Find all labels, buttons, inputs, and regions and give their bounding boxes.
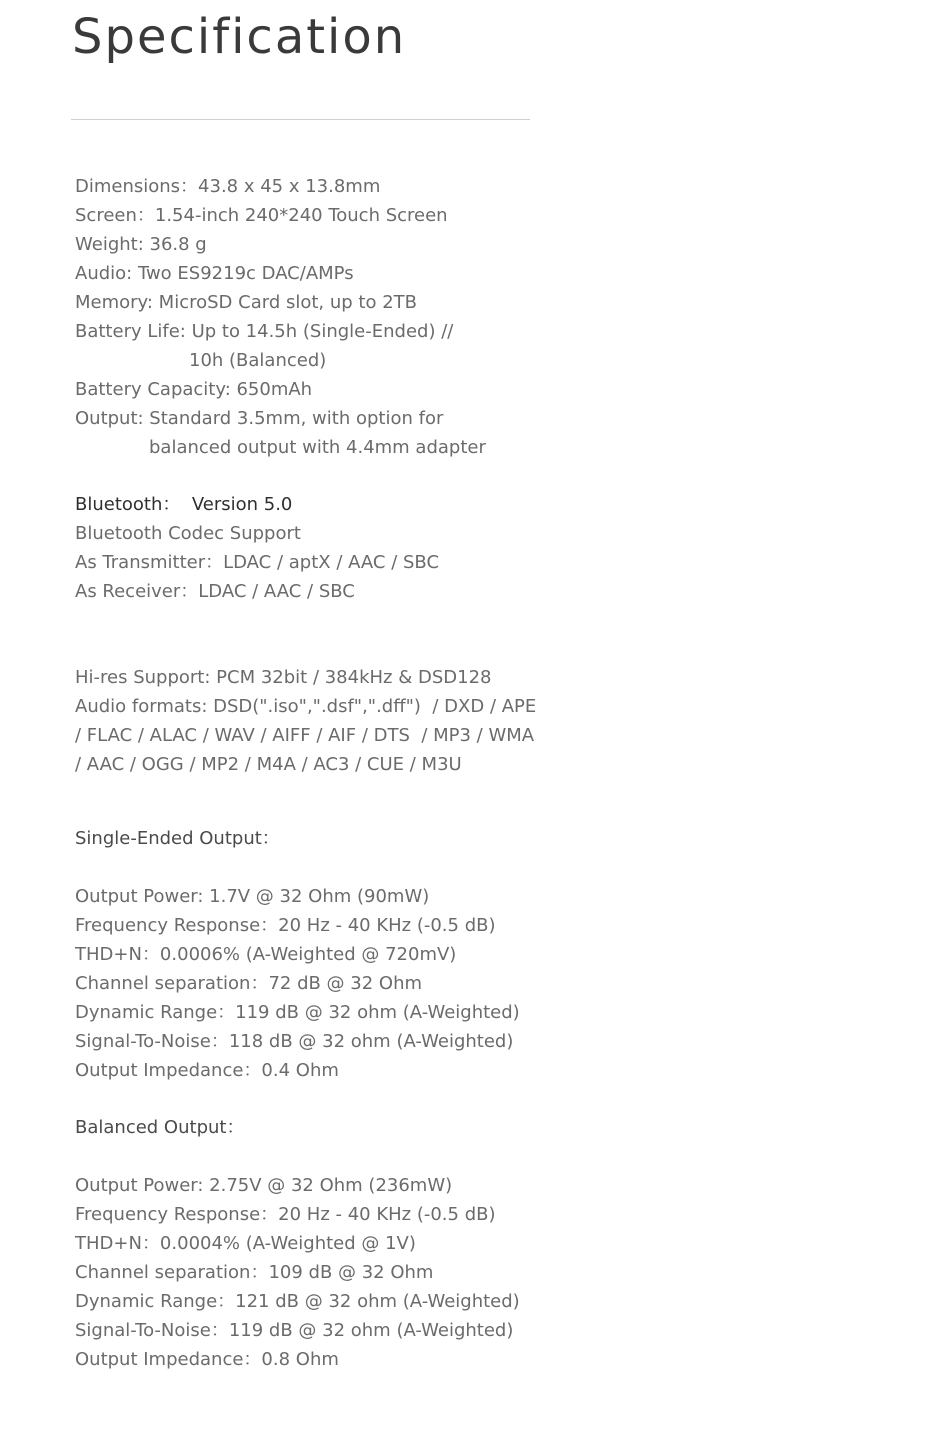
spec-weight: Weight: 36.8 g: [75, 234, 207, 255]
balanced-heading: Balanced Output：: [75, 1117, 245, 1138]
bal-output-impedance: Output Impedance：0.8 Ohm: [75, 1349, 339, 1370]
hires-support: Hi-res Support: PCM 32bit / 384kHz & DSD128: [75, 667, 492, 688]
bal-channel-separation: Channel separation：109 dB @ 32 Ohm: [75, 1262, 434, 1283]
spec-memory: Memory: MicroSD Card slot, up to 2TB: [75, 292, 417, 313]
se-signal-to-noise: Signal-To-Noise：118 dB @ 32 ohm (A-Weighted): [75, 1031, 514, 1052]
bluetooth-version: Bluetooth： Version 5.0: [75, 494, 293, 515]
bal-frequency-response: Frequency Response：20 Hz - 40 KHz (-0.5 dB): [75, 1204, 496, 1225]
spec-audio: Audio: Two ES9219c DAC/AMPs: [75, 263, 354, 284]
bal-dynamic-range: Dynamic Range：121 dB @ 32 ohm (A-Weighted): [75, 1291, 520, 1312]
se-channel-separation: Channel separation：72 dB @ 32 Ohm: [75, 973, 423, 994]
spec-output-continued: balanced output with 4.4mm adapter: [149, 437, 486, 458]
bluetooth-transmitter: As Transmitter：LDAC / aptX / AAC / SBC: [75, 552, 440, 573]
bal-thd-n: THD+N：0.0004% (A-Weighted @ 1V): [75, 1233, 416, 1254]
spec-battery-capacity: Battery Capacity: 650mAh: [75, 379, 313, 400]
audio-formats-line-3: / AAC / OGG / MP2 / M4A / AC3 / CUE / M3U: [75, 754, 462, 775]
spec-dimensions: Dimensions：43.8 x 45 x 13.8mm: [75, 176, 381, 197]
se-dynamic-range: Dynamic Range：119 dB @ 32 ohm (A-Weighted): [75, 1002, 520, 1023]
bluetooth-codec-support: Bluetooth Codec Support: [75, 523, 301, 544]
spec-output: Output: Standard 3.5mm, with option for: [75, 408, 444, 429]
title-divider: [71, 119, 530, 120]
spec-battery-life-continued: 10h (Balanced): [189, 350, 327, 371]
audio-formats-line-2: / FLAC / ALAC / WAV / AIFF / AIF / DTS / MP3 / WMA: [75, 725, 535, 746]
bal-output-power: Output Power: 2.75V @ 32 Ohm (236mW): [75, 1175, 453, 1196]
bluetooth-receiver: As Receiver：LDAC / AAC / SBC: [75, 581, 355, 602]
se-output-impedance: Output Impedance：0.4 Ohm: [75, 1060, 339, 1081]
single-ended-heading: Single-Ended Output：: [75, 828, 280, 849]
spec-screen: Screen：1.54-inch 240*240 Touch Screen: [75, 205, 448, 226]
page-title: Specification: [72, 9, 407, 65]
spec-battery-life: Battery Life: Up to 14.5h (Single-Ended) //: [75, 321, 454, 342]
se-thd-n: THD+N：0.0006% (A-Weighted @ 720mV): [75, 944, 457, 965]
se-frequency-response: Frequency Response：20 Hz - 40 KHz (-0.5 dB): [75, 915, 496, 936]
audio-formats-line-1: Audio formats: DSD(".iso",".dsf",".dff") / DXD / APE: [75, 696, 537, 717]
se-output-power: Output Power: 1.7V @ 32 Ohm (90mW): [75, 886, 430, 907]
bal-signal-to-noise: Signal-To-Noise：119 dB @ 32 ohm (A-Weighted): [75, 1320, 514, 1341]
